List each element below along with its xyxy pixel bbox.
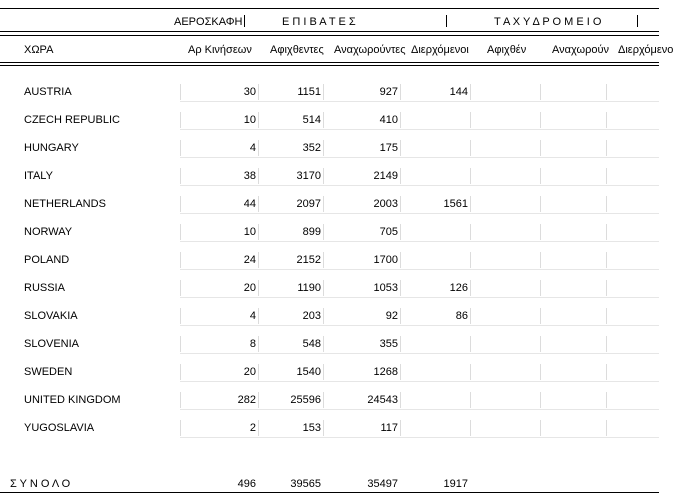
cell-divider — [323, 168, 324, 184]
row-movements: 4 — [249, 310, 256, 322]
cell-divider — [606, 364, 607, 380]
cell-divider — [180, 420, 181, 436]
cell-divider — [258, 420, 259, 436]
row-movements: 10 — [243, 226, 256, 238]
cell-divider — [180, 280, 181, 296]
cell-divider — [606, 280, 607, 296]
row-transit — [400, 168, 468, 184]
cell-divider — [606, 196, 607, 212]
column-header-mail-arrivals: Αφιχθέν — [487, 44, 527, 56]
row-divider — [180, 437, 659, 438]
row-arrivals: 514 — [302, 114, 321, 126]
row-arrivals: 1151 — [297, 86, 321, 98]
cell-divider — [540, 84, 541, 100]
row-divider — [180, 409, 659, 410]
cell-divider — [323, 364, 324, 380]
cell-divider — [470, 168, 471, 184]
group-separator — [446, 15, 447, 27]
cell-divider — [540, 364, 541, 380]
row-divider — [180, 185, 659, 186]
cell-divider — [470, 364, 471, 380]
cell-divider — [606, 308, 607, 324]
cell-divider — [400, 224, 401, 240]
row-departures: 410 — [379, 114, 398, 126]
row-departures: 1053 — [373, 282, 398, 294]
row-movements: 30 — [243, 86, 256, 98]
cell-divider — [400, 392, 401, 408]
cell-divider — [540, 112, 541, 128]
row-divider — [180, 269, 659, 270]
total-transit: 1917 — [443, 478, 468, 490]
column-header-mail-departures: Αναχωρούν — [552, 44, 609, 56]
row-departures: 1700 — [373, 254, 398, 266]
row-divider — [180, 157, 659, 158]
cell-divider — [180, 140, 181, 156]
cell-divider — [258, 392, 259, 408]
cell-divider — [258, 140, 259, 156]
cell-divider — [323, 420, 324, 436]
row-arrivals: 1540 — [296, 366, 321, 378]
cell-divider — [606, 112, 607, 128]
row-departures: 92 — [385, 310, 398, 322]
row-divider — [180, 129, 659, 130]
total-rule — [0, 492, 659, 493]
cell-divider — [606, 168, 607, 184]
cell-divider — [470, 392, 471, 408]
row-country: SWEDEN — [24, 366, 73, 378]
column-header-departures: Αναχωρούντες — [334, 44, 406, 56]
row-transit — [400, 364, 468, 380]
row-country: ITALY — [24, 170, 53, 182]
row-transit — [400, 420, 468, 436]
group-header-aircraft: ΑΕΡΟΣΚΑΦΗ — [174, 16, 243, 28]
cell-divider — [400, 112, 401, 128]
row-country: UNITED KINGDOM — [24, 394, 121, 406]
group-header-rule — [0, 31, 659, 32]
cell-divider — [470, 112, 471, 128]
row-transit — [400, 140, 468, 156]
cell-divider — [323, 84, 324, 100]
row-arrivals: 2097 — [296, 198, 321, 210]
cell-divider — [258, 280, 259, 296]
cell-divider — [180, 196, 181, 212]
cell-divider — [400, 280, 401, 296]
cell-divider — [400, 168, 401, 184]
cell-divider — [540, 336, 541, 352]
column-header-rule-2 — [0, 65, 659, 66]
row-arrivals: 548 — [302, 338, 321, 350]
cell-divider — [323, 140, 324, 156]
row-movements: 10 — [243, 114, 256, 126]
row-divider — [180, 381, 659, 382]
row-movements: 24 — [243, 254, 256, 266]
cell-divider — [470, 196, 471, 212]
cell-divider — [258, 112, 259, 128]
total-departures: 35497 — [367, 478, 398, 490]
cell-divider — [540, 196, 541, 212]
row-divider — [180, 213, 659, 214]
cell-divider — [400, 308, 401, 324]
cell-divider — [400, 420, 401, 436]
row-divider — [180, 325, 659, 326]
cell-divider — [258, 196, 259, 212]
cell-divider — [540, 392, 541, 408]
cell-divider — [258, 308, 259, 324]
cell-divider — [470, 140, 471, 156]
row-arrivals: 203 — [302, 310, 321, 322]
cell-divider — [400, 140, 401, 156]
row-country: SLOVENIA — [24, 338, 80, 350]
cell-divider — [400, 364, 401, 380]
top-rule — [0, 8, 659, 9]
cell-divider — [180, 168, 181, 184]
column-header-country: ΧΩΡΑ — [24, 44, 54, 56]
cell-divider — [323, 224, 324, 240]
row-departures: 2149 — [373, 170, 398, 182]
group-header-mail: Τ Α Χ Υ Δ Ρ Ο Μ Ε Ι Ο — [494, 16, 602, 28]
cell-divider — [400, 84, 401, 100]
cell-divider — [470, 280, 471, 296]
cell-divider — [180, 84, 181, 100]
cell-divider — [606, 252, 607, 268]
row-country: NORWAY — [24, 226, 73, 238]
row-arrivals: 899 — [302, 226, 321, 238]
group-header-rule-2 — [0, 35, 659, 36]
cell-divider — [180, 336, 181, 352]
cell-divider — [540, 168, 541, 184]
row-departures: 24543 — [367, 394, 398, 406]
row-country: POLAND — [24, 254, 70, 266]
row-movements: 8 — [249, 338, 256, 350]
cell-divider — [323, 392, 324, 408]
cell-divider — [180, 112, 181, 128]
group-header-passengers: Ε Π Ι Β Α Τ Ε Σ — [282, 16, 356, 28]
column-header-rule — [0, 62, 659, 63]
cell-divider — [323, 196, 324, 212]
row-transit — [400, 112, 468, 128]
row-arrivals: 3170 — [296, 170, 321, 182]
cell-divider — [323, 336, 324, 352]
row-country: CZECH REPUBLIC — [24, 114, 120, 126]
total-label: Σ Υ Ν Ο Λ Ο — [10, 478, 71, 490]
cell-divider — [540, 140, 541, 156]
row-country: YUGOSLAVIA — [24, 422, 95, 434]
row-transit — [400, 252, 468, 268]
cell-divider — [258, 336, 259, 352]
row-country: RUSSIA — [24, 282, 65, 294]
row-movements: 20 — [243, 366, 256, 378]
row-departures: 705 — [379, 226, 398, 238]
row-movements: 44 — [243, 198, 256, 210]
total-arrivals: 39565 — [290, 478, 321, 490]
cell-divider — [540, 308, 541, 324]
cell-divider — [323, 308, 324, 324]
row-transit: 1561 — [443, 198, 468, 210]
column-header-transit: Διερχόμενοι — [411, 44, 469, 56]
cell-divider — [323, 280, 324, 296]
row-transit — [400, 224, 468, 240]
cell-divider — [258, 364, 259, 380]
row-arrivals: 1190 — [297, 282, 321, 294]
row-transit: 126 — [449, 282, 468, 294]
cell-divider — [470, 84, 471, 100]
cell-divider — [400, 252, 401, 268]
row-arrivals: 153 — [302, 422, 321, 434]
cell-divider — [180, 224, 181, 240]
row-divider — [180, 353, 659, 354]
row-arrivals: 352 — [302, 142, 321, 154]
cell-divider — [606, 392, 607, 408]
cell-divider — [470, 224, 471, 240]
row-country: NETHERLANDS — [24, 198, 106, 210]
cell-divider — [180, 364, 181, 380]
cell-divider — [540, 280, 541, 296]
cell-divider — [258, 252, 259, 268]
row-departures: 117 — [380, 422, 398, 434]
cell-divider — [180, 252, 181, 268]
row-transit — [400, 336, 468, 352]
row-divider — [180, 101, 659, 102]
row-movements: 2 — [249, 422, 256, 434]
cell-divider — [258, 84, 259, 100]
row-transit — [400, 392, 468, 408]
row-departures: 355 — [379, 338, 398, 350]
row-movements: 282 — [237, 394, 256, 406]
cell-divider — [606, 140, 607, 156]
row-departures: 2003 — [373, 198, 398, 210]
row-departures: 1268 — [373, 366, 398, 378]
cell-divider — [258, 168, 259, 184]
cell-divider — [258, 224, 259, 240]
row-movements: 38 — [243, 170, 256, 182]
group-separator — [637, 15, 638, 27]
row-arrivals: 2152 — [296, 254, 321, 266]
row-divider — [180, 297, 659, 298]
row-arrivals: 25596 — [290, 394, 321, 406]
cell-divider — [323, 112, 324, 128]
cell-divider — [606, 420, 607, 436]
cell-divider — [470, 308, 471, 324]
cell-divider — [323, 252, 324, 268]
row-country: HUNGARY — [24, 142, 79, 154]
cell-divider — [540, 224, 541, 240]
cell-divider — [180, 308, 181, 324]
row-movements: 20 — [243, 282, 256, 294]
cell-divider — [180, 392, 181, 408]
cell-divider — [400, 196, 401, 212]
row-transit: 86 — [455, 310, 468, 322]
cell-divider — [470, 252, 471, 268]
row-departures: 175 — [379, 142, 398, 154]
group-separator — [244, 15, 245, 27]
cell-divider — [470, 420, 471, 436]
column-header-movements: Αρ Κινήσεων — [188, 44, 252, 56]
cell-divider — [606, 336, 607, 352]
cell-divider — [540, 420, 541, 436]
column-header-arrivals: Αφιχθεντες — [270, 44, 324, 56]
cell-divider — [540, 252, 541, 268]
row-movements: 4 — [249, 142, 256, 154]
row-departures: 927 — [379, 86, 398, 98]
row-transit: 144 — [449, 86, 468, 98]
total-movements: 496 — [237, 478, 256, 490]
row-country: AUSTRIA — [24, 86, 72, 98]
cell-divider — [606, 224, 607, 240]
cell-divider — [606, 84, 607, 100]
cell-divider — [470, 336, 471, 352]
cell-divider — [400, 336, 401, 352]
column-header-mail-transit: Διερχόμενο — [618, 44, 673, 56]
row-divider — [180, 241, 659, 242]
row-country: SLOVAKIA — [24, 310, 78, 322]
